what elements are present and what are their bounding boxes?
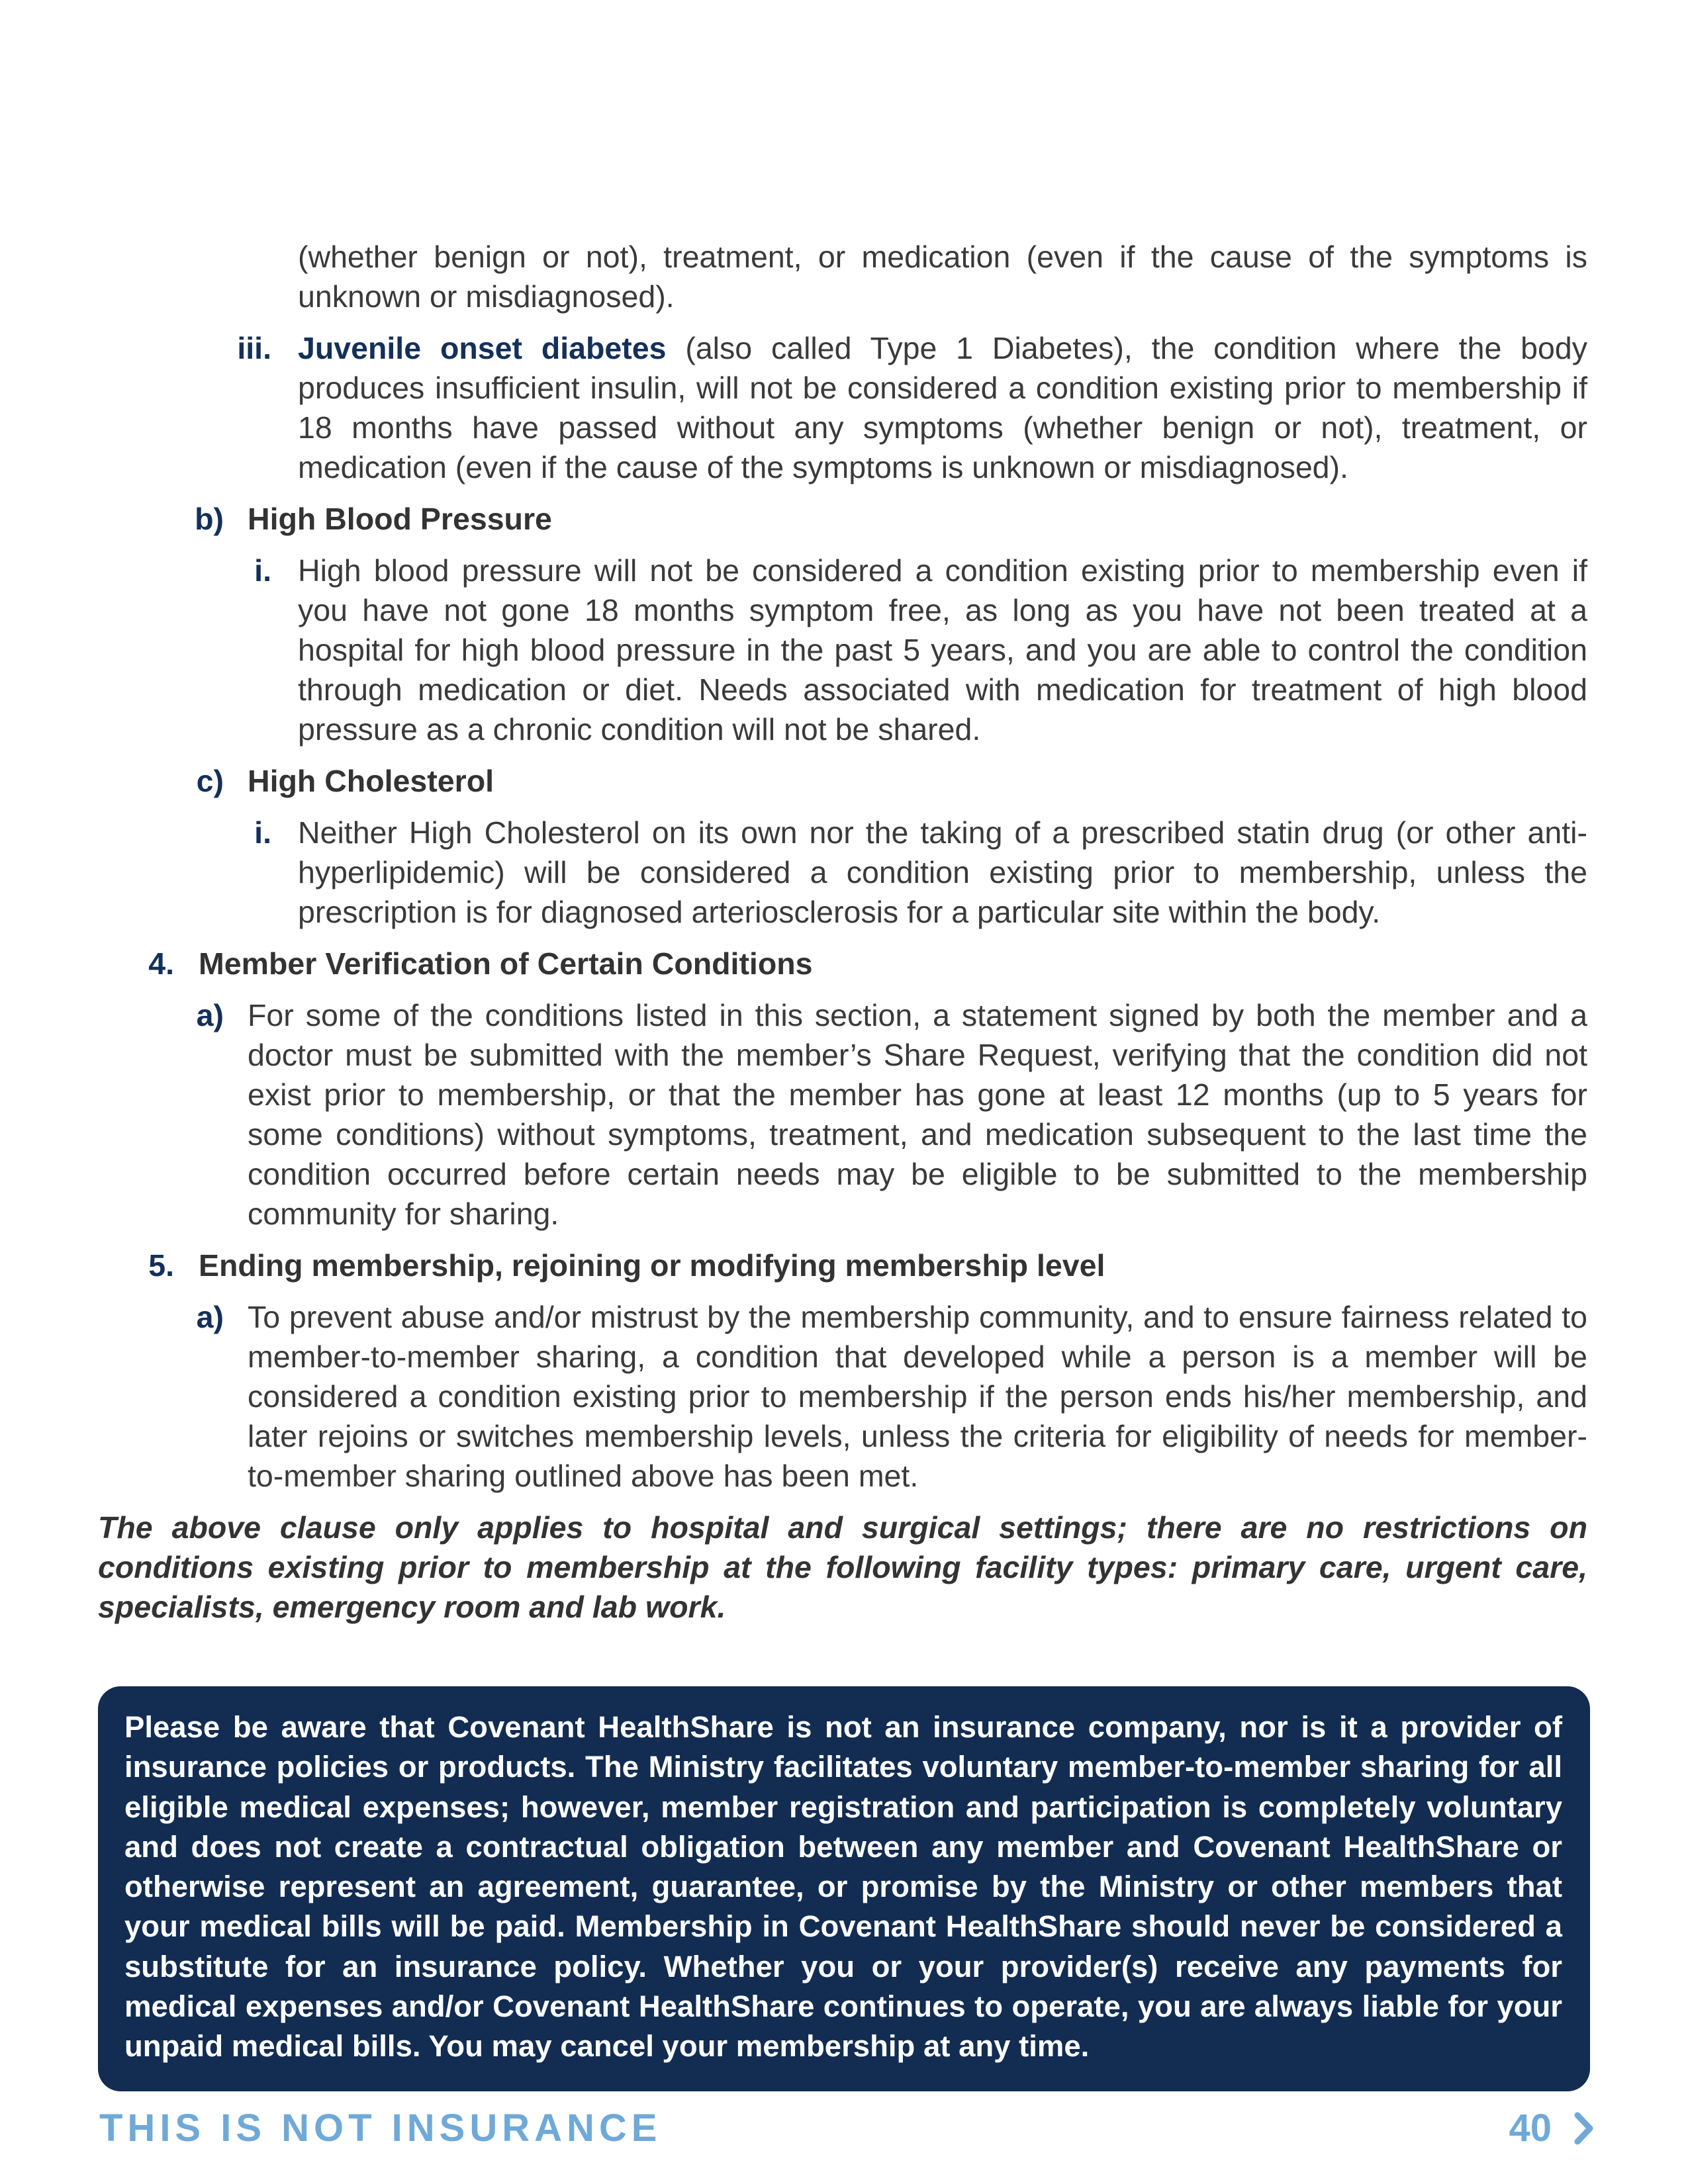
section-heading: High Blood Pressure	[248, 502, 552, 536]
list-item-high-cholesterol-detail	[98, 813, 1587, 932]
continuation-text: (whether benign or not), treatment, or medication (even if the cause of the symptoms is unknown or misdiagnosed).	[298, 240, 1587, 314]
list-marker: i.	[254, 815, 271, 850]
list-marker: 5.	[148, 1248, 174, 1283]
list-item-text: High blood pressure will not be considered a condition existing prior to membership even if you have not gone 18 months symptom free, as long as you have not been treated at a hospital for high blood pressure in the past 5 years, and you are able to control the condition through medication or diet. Needs associated with medication for treatment of high blood pressure as a chronic condition will not be shared.	[298, 553, 1587, 747]
list-item-high-blood-pressure-detail	[98, 551, 1587, 749]
section-heading: High Cholesterol	[248, 764, 494, 798]
list-item-member-verification-detail	[98, 995, 1587, 1234]
list-item-high-blood-pressure	[98, 499, 1587, 539]
list-marker: b)	[195, 502, 224, 536]
footer-pagination	[1509, 2105, 1594, 2152]
list-marker: 4.	[148, 946, 174, 981]
clause-note: The above clause only applies to hospital and surgical settings; there are no restrictions on conditions existing prior to membership at the following facility types: primary care, urgent care, specialists, emergency room and lab work.	[98, 1510, 1587, 1624]
document-body	[98, 237, 1587, 1627]
term-juvenile-diabetes: Juvenile onset diabetes	[298, 331, 667, 365]
list-marker: a)	[196, 998, 224, 1032]
list-item-text: Neither High Cholesterol on its own nor the taking of a prescribed statin drug (or other anti-hyperlipidemic) will be considered a condition existing prior to membership, unless the prescription is for diagnosed arteriosclerosis for a particular site within the body.	[298, 815, 1587, 929]
list-item-member-verification	[98, 944, 1587, 983]
footer-label: THIS IS NOT INSURANCE	[99, 2107, 662, 2150]
list-item-high-cholesterol	[98, 761, 1587, 801]
list-marker: iii.	[237, 331, 271, 365]
section-heading: Ending membership, rejoining or modifying membership level	[199, 1248, 1105, 1283]
disclaimer-text: Please be aware that Covenant HealthShare is not an insurance company, nor is it a provider of insurance policies or products. The Ministry facilitates voluntary member-to-member sharing for all eligible medical expenses; however, member registration and participation is completely voluntary and does not create a contractual obligation between any member and Covenant HealthShare or otherwise represent an agreement, guarantee, or promise by the Ministry or other members that your medical bills will be paid. Membership in Covenant HealthShare should never be considered a substitute for an insurance policy. Whether you or your provider(s) receive any payments for medical expenses and/or Covenant HealthShare continues to operate, you are always liable for your unpaid medical bills. You may cancel your membership at any time.	[124, 1710, 1562, 2064]
page-number: 40	[1509, 2107, 1552, 2150]
list-marker: i.	[254, 553, 271, 588]
list-item-text: For some of the conditions listed in this section, a statement signed by both the member and a doctor must be submitted with the member’s Share Request, verifying that the condition did not exist prior to membership, or that the member has gone at least 12 months (up to 5 years for some conditions) without symptoms, treatment, and medication subsequent to the last time the condition occurred before certain needs may be eligible to be submitted to the membership community for sharing.	[248, 998, 1587, 1231]
continuation-paragraph	[98, 237, 1587, 316]
chevron-right-icon[interactable]	[1574, 2112, 1594, 2145]
list-marker: a)	[196, 1300, 224, 1334]
disclaimer-box	[98, 1686, 1590, 2091]
list-marker: c)	[196, 764, 224, 798]
list-item-ending-membership	[98, 1246, 1587, 1285]
list-item-text: To prevent abuse and/or mistrust by the membership community, and to ensure fairness related to member-to-member sharing, a condition that developed while a person is a member will be considered a condition existing prior to membership if the person ends his/her membership, and later rejoins or switches membership levels, unless the criteria for eligibility of needs for member-to-member sharing outlined above has been met.	[248, 1300, 1587, 1493]
list-item-ending-membership-detail	[98, 1297, 1587, 1496]
list-item-text: (also called Type 1 Diabetes), the condition where the body produces insufficient insulin, will not be considered a condition existing prior to membership if 18 months have passed without any symptoms (whether benign or not), treatment, or medication (even if the cause of the symptoms is unknown or misdiagnosed).	[298, 331, 1587, 484]
list-item-juvenile-diabetes	[98, 328, 1587, 487]
section-heading: Member Verification of Certain Conditions	[199, 946, 813, 981]
